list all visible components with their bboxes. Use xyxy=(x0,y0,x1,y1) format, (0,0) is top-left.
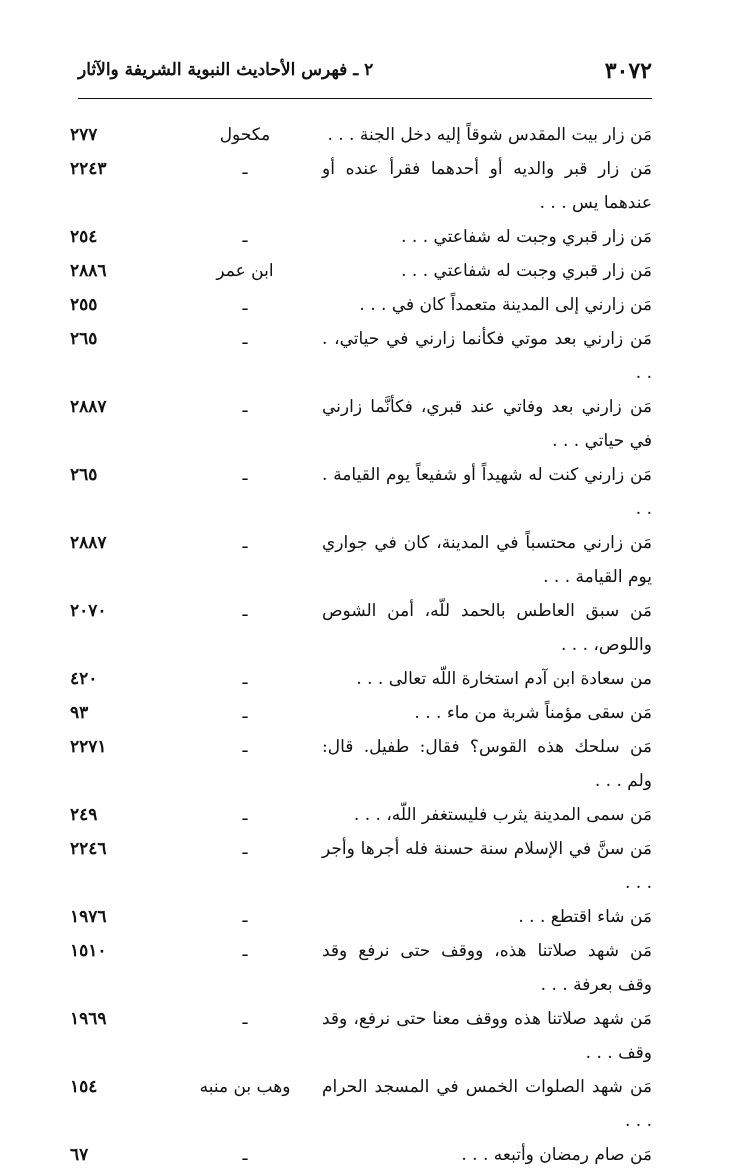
entry-text: مَن زار قبري وجبت له شفاعتي . . . xyxy=(401,227,652,247)
entry-number: ٢٠٧٠ xyxy=(70,601,107,621)
entry-narrator: ـ xyxy=(242,1145,248,1165)
running-title: ٢ ـ فهرس الأحاديث النبوية الشريفة والآثار xyxy=(78,60,374,80)
index-entry xyxy=(70,322,652,390)
entry-narrator: ـ xyxy=(242,839,248,859)
entry-text: من سعادة ابن آدم استخارة اللّه تعالى . . . xyxy=(356,669,652,689)
entry-narrator: ـ xyxy=(242,465,248,485)
entry-narrator: مكحول xyxy=(219,125,271,145)
index-entry xyxy=(70,152,652,220)
entry-narrator: ـ xyxy=(242,669,248,689)
entry-number: ٢٥٥ xyxy=(70,295,98,315)
index-entry xyxy=(70,696,652,730)
entry-narrator: ـ xyxy=(242,941,248,961)
hadith-index-list xyxy=(70,118,652,1172)
entry-text: مَن سبق العاطس بالحمد للّه، أمن الشوص واللوص، . . . xyxy=(322,601,652,655)
page-header xyxy=(78,58,652,92)
entry-number: ٢٢٤٦ xyxy=(70,839,107,859)
entry-number: ١٩٦٩ xyxy=(70,1009,107,1029)
entry-number: ١٥٤ xyxy=(70,1077,98,1097)
entry-text: مَن زار قبر والديه أو أحدهما فقرأ عنده أو عندهما يس . . . xyxy=(322,159,652,213)
index-entry xyxy=(70,288,652,322)
index-entry xyxy=(70,662,652,696)
index-entry xyxy=(70,832,652,900)
entry-number: ٢٢٤٣ xyxy=(70,159,107,179)
entry-number: ٦٧ xyxy=(70,1145,89,1165)
index-entry xyxy=(70,254,652,288)
index-entry xyxy=(70,458,652,526)
entry-text: مَن سقى مؤمناً شربة من ماء . . . xyxy=(414,703,652,723)
page-number: ٣٠٧٢ xyxy=(604,58,652,84)
entry-narrator: ـ xyxy=(242,533,248,553)
entry-narrator: وهب بن منبه xyxy=(199,1077,291,1097)
entry-text: مَن زار قبري وجبت له شفاعتي . . . xyxy=(401,261,652,281)
entry-number: ٢٨٨٧ xyxy=(70,533,107,553)
index-entry xyxy=(70,1002,652,1070)
entry-text: مَن شهد الصلوات الخمس في المسجد الحرام . . . xyxy=(322,1077,652,1131)
index-entry xyxy=(70,1138,652,1172)
entry-text: مَن زار بيت المقدس شوقاً إليه دخل الجنة . . . xyxy=(327,125,652,145)
entry-text: مَن سنَّ في الإسلام سنة حسنة فله أجرها وأجر . . . xyxy=(322,839,652,893)
entry-text: مَن زارني إلى المدينة متعمداً كان في . . . xyxy=(359,295,652,315)
entry-text: مَن زارني كنت له شهيداً أو شفيعاً يوم القيامة . . . xyxy=(322,465,652,519)
index-entry xyxy=(70,390,652,458)
entry-narrator: ـ xyxy=(242,737,248,757)
entry-number: ٢٧٧ xyxy=(70,125,98,145)
entry-text: مَن زارني بعد وفاتي عند قبري، فكأنَّما زارني في حياتي . . . xyxy=(322,397,652,451)
entry-text: مَن شهد صلاتنا هذه، ووقف حتى نرفع وقد وقف بعرفة . . . xyxy=(322,941,652,995)
index-entry xyxy=(70,934,652,1002)
index-entry xyxy=(70,118,652,152)
entry-number: ٢٢٧١ xyxy=(70,737,107,757)
entry-text: مَن زارني محتسباً في المدينة، كان في جواري يوم القيامة . . . xyxy=(322,533,652,587)
entry-narrator: ـ xyxy=(242,295,248,315)
header-divider xyxy=(78,98,652,99)
entry-text: مَن صام رمضان وأتبعه . . . xyxy=(461,1145,652,1165)
entry-number: ٢٦٥ xyxy=(70,329,98,349)
entry-narrator: ـ xyxy=(242,159,248,179)
entry-narrator: ـ xyxy=(242,805,248,825)
entry-number: ٢٨٨٧ xyxy=(70,397,107,417)
entry-narrator: ـ xyxy=(242,703,248,723)
index-entry xyxy=(70,730,652,798)
entry-number: ٢٦٥ xyxy=(70,465,98,485)
entry-narrator: ـ xyxy=(242,227,248,247)
entry-narrator: ـ xyxy=(242,397,248,417)
entry-narrator: ـ xyxy=(242,329,248,349)
entry-text: مَن شهد صلاتنا هذه ووقف معنا حتى نرفع، وقد وقف . . . xyxy=(322,1009,652,1063)
entry-text: مَن زارني بعد موتي فكأنما زارني في حياتي، . . . xyxy=(322,329,652,383)
entry-narrator: ـ xyxy=(242,907,248,927)
entry-number: ٢٥٤ xyxy=(70,227,98,247)
entry-number: ٢٨٨٦ xyxy=(70,261,107,281)
index-entry xyxy=(70,526,652,594)
index-entry xyxy=(70,798,652,832)
entry-number: ١٩٧٦ xyxy=(70,907,107,927)
entry-number: ١٥١٠ xyxy=(70,941,107,961)
entry-number: ٢٤٩ xyxy=(70,805,98,825)
entry-number: ٩٣ xyxy=(70,703,89,723)
index-entry xyxy=(70,220,652,254)
entry-narrator: ـ xyxy=(242,601,248,621)
index-entry xyxy=(70,900,652,934)
entry-narrator: ـ xyxy=(242,1009,248,1029)
index-entry xyxy=(70,594,652,662)
entry-text: مَن سلحك هذه القوس؟ فقال: طفيل. قال: ولم . . . xyxy=(322,737,652,791)
entry-number: ٤٢٠ xyxy=(70,669,98,689)
index-entry xyxy=(70,1070,652,1138)
entry-text: مَن سمى المدينة يثرب فليستغفر اللّه، . . . xyxy=(353,805,652,825)
entry-narrator: ابن عمر xyxy=(216,261,274,281)
entry-text: مَن شاء اقتطع . . . xyxy=(518,907,652,927)
